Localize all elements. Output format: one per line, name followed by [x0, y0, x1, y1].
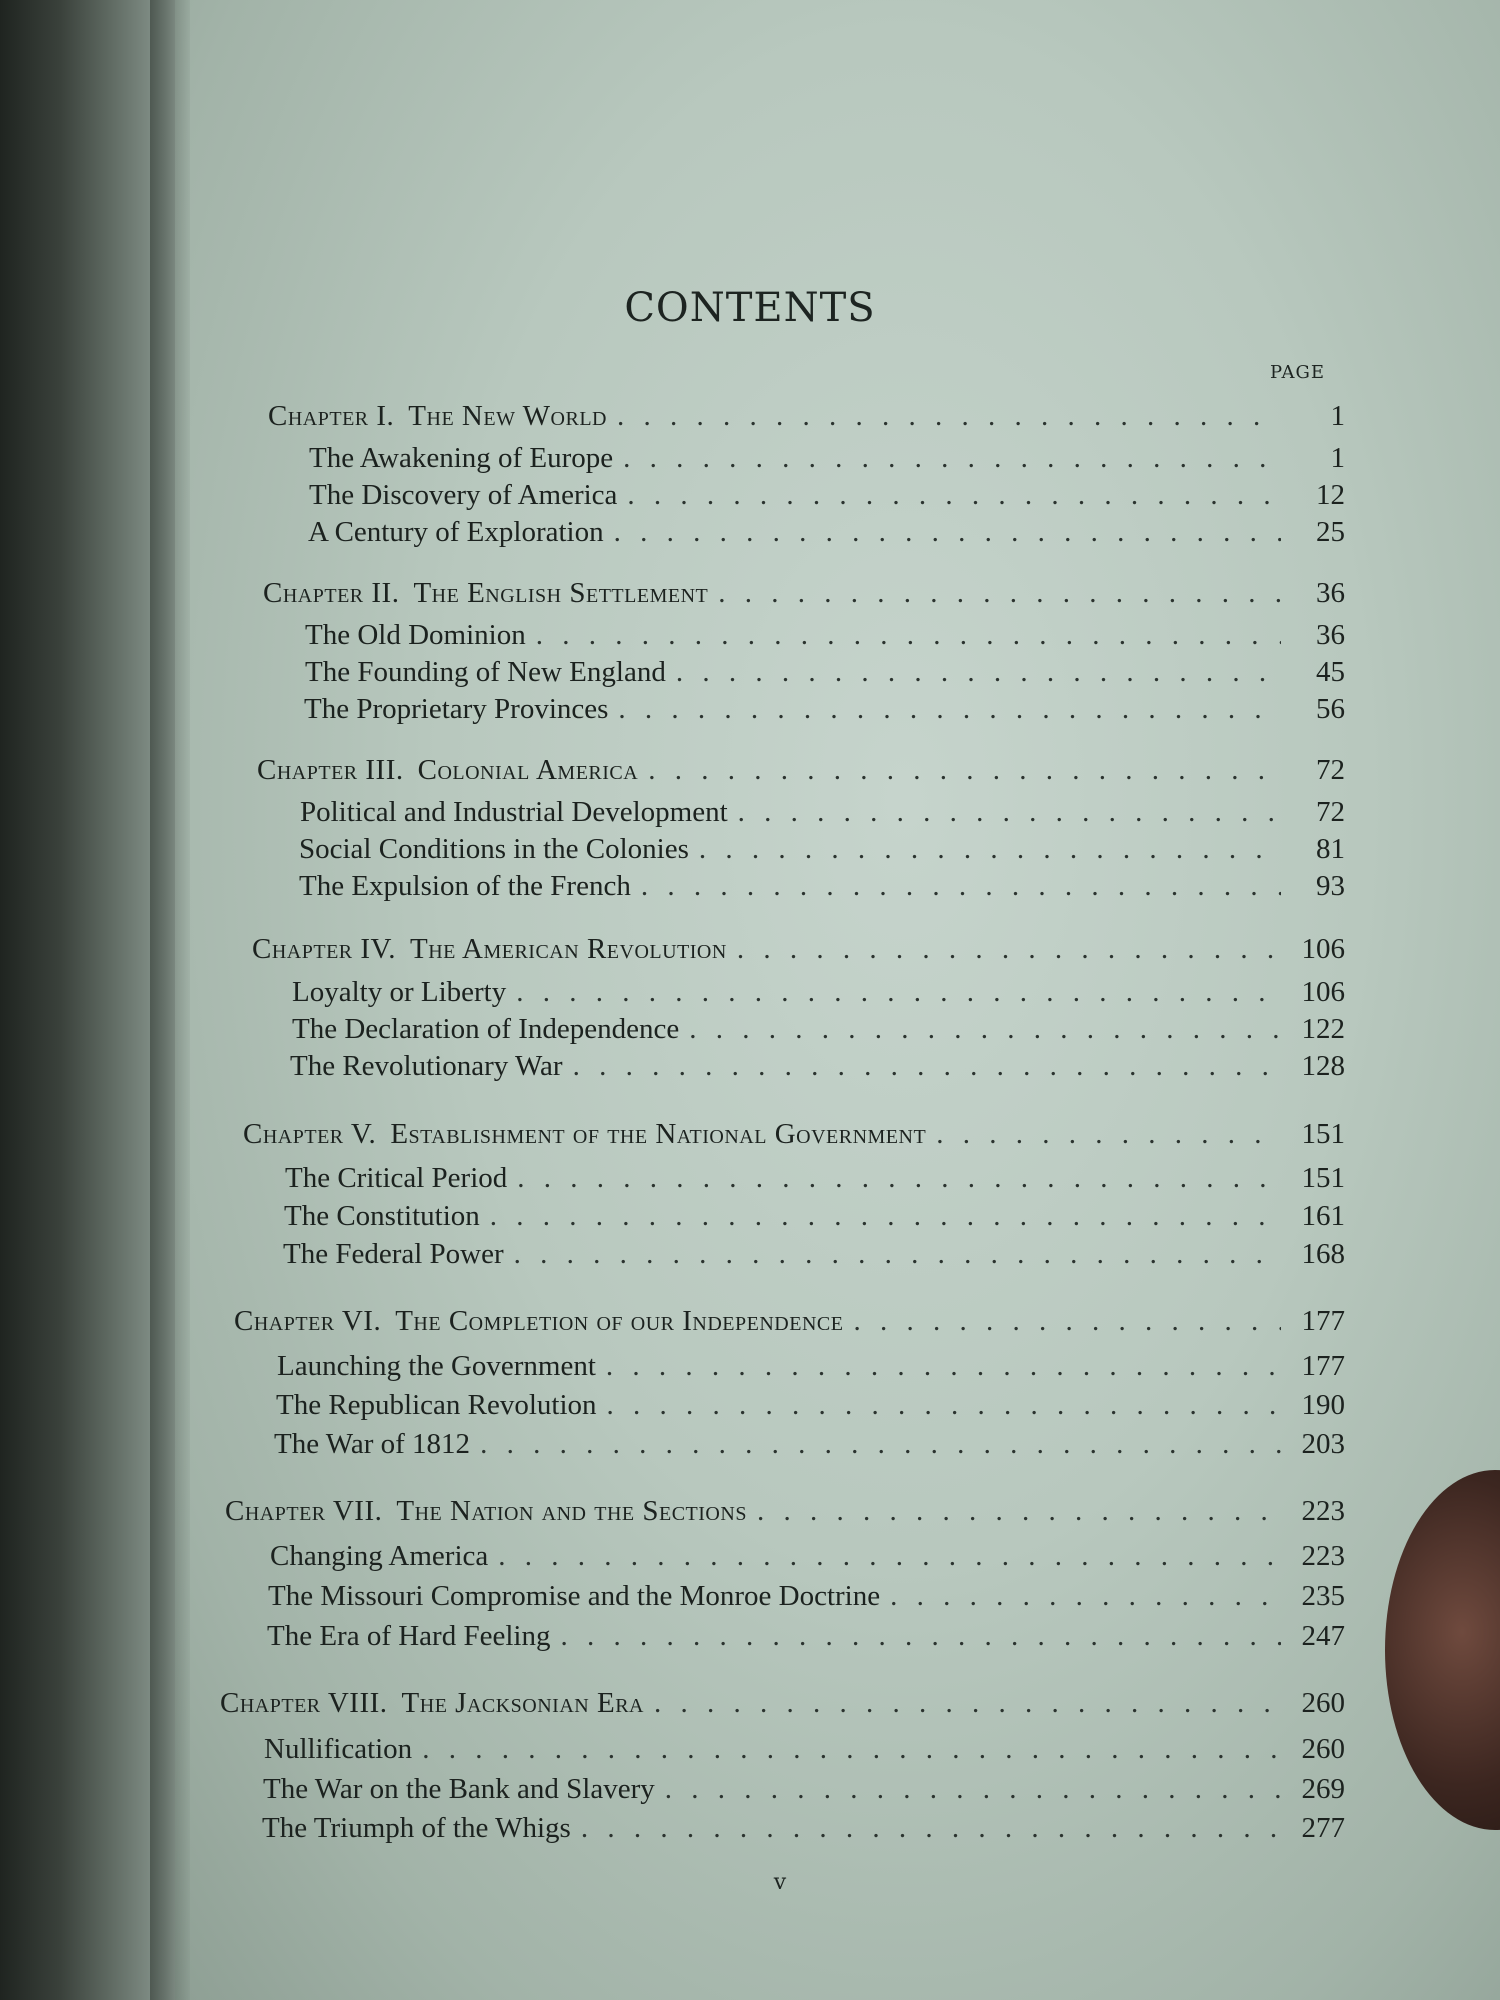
chapter-title: The Completion of our Independence — [395, 1305, 844, 1337]
dot-leader — [607, 1389, 1281, 1422]
chapter-label: Chapter V. — [243, 1118, 377, 1150]
chapter-label: Chapter VII. — [225, 1495, 383, 1527]
section-title: The Era of Hard Feeling — [267, 1620, 551, 1652]
toc-section-row — [299, 870, 1345, 903]
section-title: Political and Industrial Development — [300, 796, 728, 828]
dot-leader — [560, 1620, 1281, 1653]
page-number: 72 — [1316, 754, 1345, 786]
toc-section-row — [274, 1428, 1345, 1461]
chapter-title: The Nation and the Sections — [396, 1495, 747, 1527]
toc-section-row — [283, 1238, 1345, 1271]
section-title: The Constitution — [284, 1200, 480, 1232]
toc-section-row — [284, 1200, 1345, 1233]
toc-section-row — [308, 516, 1345, 549]
section-title: The War on the Bank and Slavery — [263, 1773, 655, 1805]
page-number: 151 — [1301, 1118, 1345, 1150]
page-number: 106 — [1301, 933, 1345, 965]
dot-leader — [517, 1162, 1281, 1195]
toc-chapter-row — [257, 754, 1345, 787]
page-number: 25 — [1316, 516, 1345, 548]
section-title: The Declaration of Independence — [292, 1013, 680, 1045]
toc-section-row — [299, 833, 1345, 866]
page-number: 203 — [1301, 1428, 1345, 1460]
dot-leader — [627, 479, 1281, 512]
page-number: 161 — [1301, 1200, 1345, 1232]
page-number: 128 — [1301, 1050, 1345, 1082]
page-number: 151 — [1301, 1162, 1345, 1194]
dot-leader — [422, 1733, 1281, 1766]
page-number: 81 — [1316, 833, 1345, 865]
page-number: 93 — [1316, 870, 1345, 902]
dot-leader — [480, 1428, 1281, 1461]
dot-leader — [648, 754, 1281, 787]
page-number: 36 — [1316, 577, 1345, 609]
toc-chapter-row — [225, 1495, 1345, 1528]
page-number: 168 — [1301, 1238, 1345, 1270]
page-number: 247 — [1301, 1620, 1345, 1652]
toc-section-row — [290, 1050, 1345, 1083]
dot-leader — [718, 577, 1281, 610]
toc-section-row — [267, 1620, 1345, 1653]
section-title: The Federal Power — [283, 1238, 504, 1270]
section-title: Changing America — [270, 1540, 489, 1572]
dot-leader — [573, 1050, 1281, 1083]
section-title: The Republican Revolution — [276, 1389, 597, 1421]
chapter-title: The American Revolution — [410, 933, 727, 965]
page-number: 12 — [1316, 479, 1345, 511]
section-title: The Awakening of Europe — [309, 442, 614, 474]
page-number: 260 — [1301, 1687, 1345, 1719]
chapter-title: The English Settlement — [413, 577, 709, 609]
chapter-label: Chapter VI. — [234, 1305, 382, 1337]
toc-chapter-row — [243, 1118, 1345, 1151]
page-column-label: PAGE — [1270, 362, 1325, 383]
toc-chapter-row — [234, 1305, 1345, 1338]
toc-section-row — [309, 442, 1345, 475]
dot-leader — [738, 796, 1281, 829]
dot-leader — [641, 870, 1281, 903]
toc-section-row — [309, 479, 1345, 512]
page-number: 36 — [1316, 619, 1345, 651]
toc-section-row — [292, 1013, 1345, 1046]
toc-section-row — [292, 976, 1345, 1009]
page-number: 106 — [1301, 976, 1345, 1008]
chapter-label: Chapter IV. — [252, 933, 396, 965]
contents-heading: CONTENTS — [624, 285, 876, 331]
dot-leader — [890, 1580, 1281, 1613]
dot-leader — [853, 1305, 1281, 1338]
dot-leader — [699, 833, 1281, 866]
toc-section-row — [305, 656, 1345, 689]
section-title: Loyalty or Liberty — [292, 976, 507, 1008]
page-folio: v — [773, 1870, 787, 1895]
chapter-label: Chapter II. — [263, 577, 400, 609]
chapter-label: Chapter III. — [257, 754, 404, 786]
toc-section-row — [305, 619, 1345, 652]
page-number: 122 — [1301, 1013, 1345, 1045]
page-number: 1 — [1330, 400, 1345, 432]
chapter-title: The New World — [408, 400, 607, 432]
dot-leader — [606, 1350, 1281, 1383]
section-title: The Founding of New England — [305, 656, 666, 688]
toc-section-row — [264, 1733, 1345, 1766]
toc-section-row — [276, 1389, 1345, 1422]
toc-section-row — [263, 1773, 1345, 1806]
chapter-label: Chapter VIII. — [220, 1687, 388, 1719]
section-title: The Proprietary Provinces — [304, 693, 609, 725]
section-title: The Expulsion of the French — [299, 870, 631, 902]
dot-leader — [654, 1687, 1281, 1720]
dot-leader — [581, 1812, 1281, 1845]
chapter-label: Chapter I. — [268, 400, 395, 432]
chapter-title: Colonial America — [417, 754, 639, 786]
dot-leader — [498, 1540, 1281, 1573]
page-number: 177 — [1301, 1350, 1345, 1382]
page-number: 72 — [1316, 796, 1345, 828]
toc-section-row — [277, 1350, 1345, 1383]
dot-leader — [516, 976, 1281, 1009]
section-title: The Revolutionary War — [290, 1050, 563, 1082]
dot-leader — [614, 516, 1281, 549]
toc-section-row — [285, 1162, 1345, 1195]
dot-leader — [665, 1773, 1281, 1806]
toc-chapter-row — [220, 1687, 1345, 1720]
section-title: A Century of Exploration — [308, 516, 604, 548]
page-number: 56 — [1316, 693, 1345, 725]
page-number: 177 — [1301, 1305, 1345, 1337]
dot-leader — [676, 656, 1281, 689]
toc-section-row — [300, 796, 1345, 829]
section-title: The Discovery of America — [309, 479, 618, 511]
section-title: Nullification — [264, 1733, 413, 1765]
chapter-title: Establishment of the National Government — [390, 1118, 927, 1150]
page-number: 260 — [1301, 1733, 1345, 1765]
page-number: 45 — [1316, 656, 1345, 688]
dot-leader — [536, 619, 1281, 652]
toc-section-row — [304, 693, 1345, 726]
chapter-title: The Jacksonian Era — [401, 1687, 644, 1719]
page-number: 1 — [1330, 442, 1345, 474]
dot-leader — [737, 933, 1281, 966]
section-title: Social Conditions in the Colonies — [299, 833, 689, 865]
dot-leader — [617, 400, 1281, 433]
page-number: 235 — [1301, 1580, 1345, 1612]
dot-leader — [623, 442, 1281, 475]
section-title: The Critical Period — [285, 1162, 508, 1194]
page-number: 190 — [1301, 1389, 1345, 1421]
page-number: 269 — [1301, 1773, 1345, 1805]
section-title: The Missouri Compromise and the Monroe Doctrine — [268, 1580, 881, 1612]
dot-leader — [936, 1118, 1281, 1151]
section-title: The Old Dominion — [305, 619, 526, 651]
toc-chapter-row — [263, 577, 1345, 610]
section-title: The Triumph of the Whigs — [262, 1812, 571, 1844]
page-number: 223 — [1301, 1540, 1345, 1572]
page-number: 223 — [1301, 1495, 1345, 1527]
dot-leader — [514, 1238, 1281, 1271]
dot-leader — [490, 1200, 1281, 1233]
toc-section-row — [262, 1812, 1345, 1845]
dot-leader — [689, 1013, 1281, 1046]
toc-section-row — [268, 1580, 1345, 1613]
page-number: 277 — [1301, 1812, 1345, 1844]
section-title: Launching the Government — [277, 1350, 596, 1382]
toc-chapter-row — [252, 933, 1345, 966]
dot-leader — [618, 693, 1281, 726]
section-title: The War of 1812 — [274, 1428, 471, 1460]
toc-chapter-row — [268, 400, 1345, 433]
toc-section-row — [270, 1540, 1345, 1573]
dot-leader — [757, 1495, 1281, 1528]
